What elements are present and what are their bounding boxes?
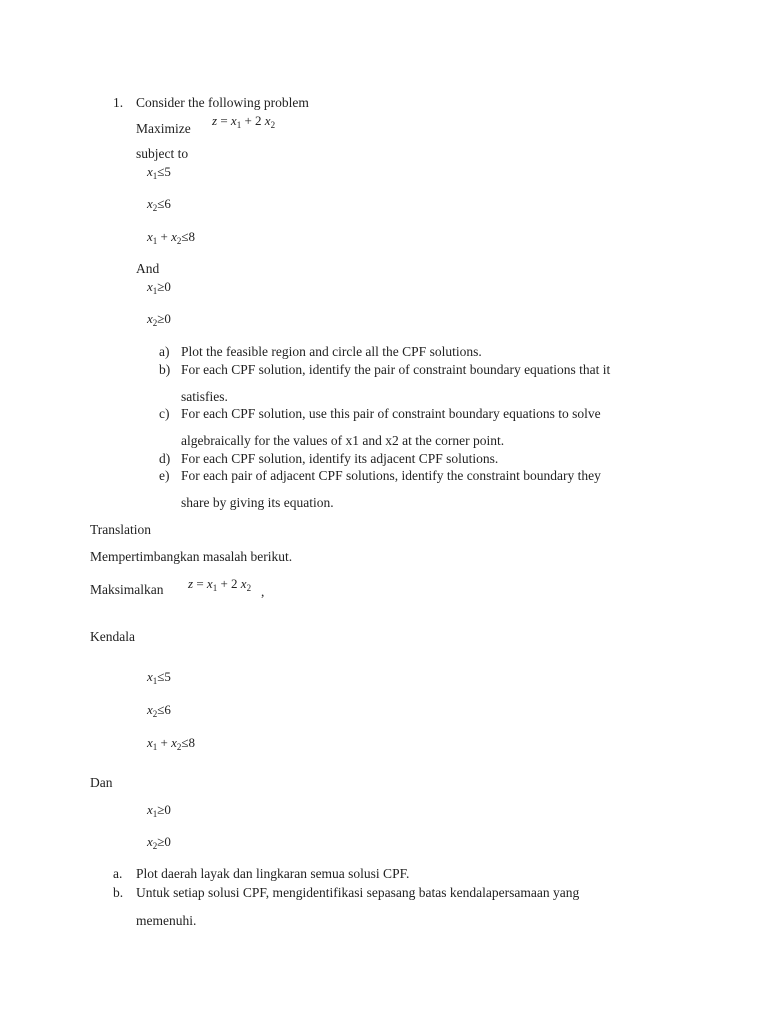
and-label: And	[136, 261, 160, 276]
item-c-text-line2: algebraically for the values of x1 and x2 at the corner point.	[181, 433, 505, 448]
translation-and-label: Dan	[90, 775, 113, 790]
item-d-text: For each CPF solution, identify its adjacent CPF solutions.	[181, 451, 499, 466]
translation-item-a-text: Plot daerah layak dan lingkaran semua solusi CPF.	[136, 866, 410, 881]
translation-item-a-label: a.	[113, 866, 123, 881]
translation-comma: ,	[261, 584, 265, 599]
subject-to-label: subject to	[136, 146, 189, 161]
problem-intro: Consider the following problem	[136, 95, 309, 110]
problem-number: 1.	[113, 95, 124, 110]
item-e-text-line2: share by giving its equation.	[181, 495, 334, 510]
nonneg-x1: $x_1\ge 0$	[147, 279, 171, 296]
item-b-text-line2: satisfies.	[181, 389, 228, 404]
translation-constraint-sum-le-8: $x_1 + x_2\le 8$	[147, 735, 196, 752]
translation-item-b-text-line2: memenuhi.	[136, 913, 197, 928]
translation-nonneg-x2: $x_2\ge 0$	[147, 834, 171, 851]
constraint-sum-le-8: $x_1 + x_2\le 8$	[147, 229, 196, 246]
item-c-text-line1: For each CPF solution, use this pair of constraint boundary equations to solve	[181, 406, 601, 421]
translation-intro: Mempertimbangkan masalah berikut.	[90, 549, 293, 564]
item-e-text-line1: For each pair of adjacent CPF solutions, identify the constraint boundary they	[181, 468, 601, 483]
translation-nonneg-x1: $x_1\ge 0$	[147, 802, 171, 819]
translation-constraint-x2-le-6: $x_2\le 6$	[147, 702, 171, 719]
item-e-label: e)	[159, 468, 170, 483]
item-c-label: c)	[159, 406, 170, 421]
translation-item-b-text-line1: Untuk setiap solusi CPF, mengidentifikasi sepasang batas kendalapersamaan yang	[136, 885, 580, 900]
translation-constraints-label: Kendala	[90, 629, 135, 644]
item-d-label: d)	[159, 451, 171, 466]
constraint-x1-le-5: $x_1\le 5$	[147, 164, 171, 181]
objective-function: $z = x_1 + 2$ $x_2$	[212, 113, 276, 130]
nonneg-x2: $x_2\ge 0$	[147, 311, 171, 328]
translation-heading: Translation	[90, 522, 152, 537]
translation-constraint-x1-le-5: $x_1\le 5$	[147, 669, 171, 686]
item-b-text-line1: For each CPF solution, identify the pair of constraint boundary equations that it	[181, 362, 611, 377]
maximize-label: Maximize	[136, 121, 191, 136]
translation-item-b-label: b.	[113, 885, 124, 900]
constraint-x2-le-6: $x_2\le 6$	[147, 196, 171, 213]
translation-maximize-label: Maksimalkan	[90, 582, 164, 597]
item-a-label: a)	[159, 344, 170, 359]
item-a-text: Plot the feasible region and circle all the CPF solutions.	[181, 344, 482, 359]
item-b-label: b)	[159, 362, 171, 377]
translation-objective-function: $z = x_1 + 2$ $x_2$	[188, 576, 252, 593]
